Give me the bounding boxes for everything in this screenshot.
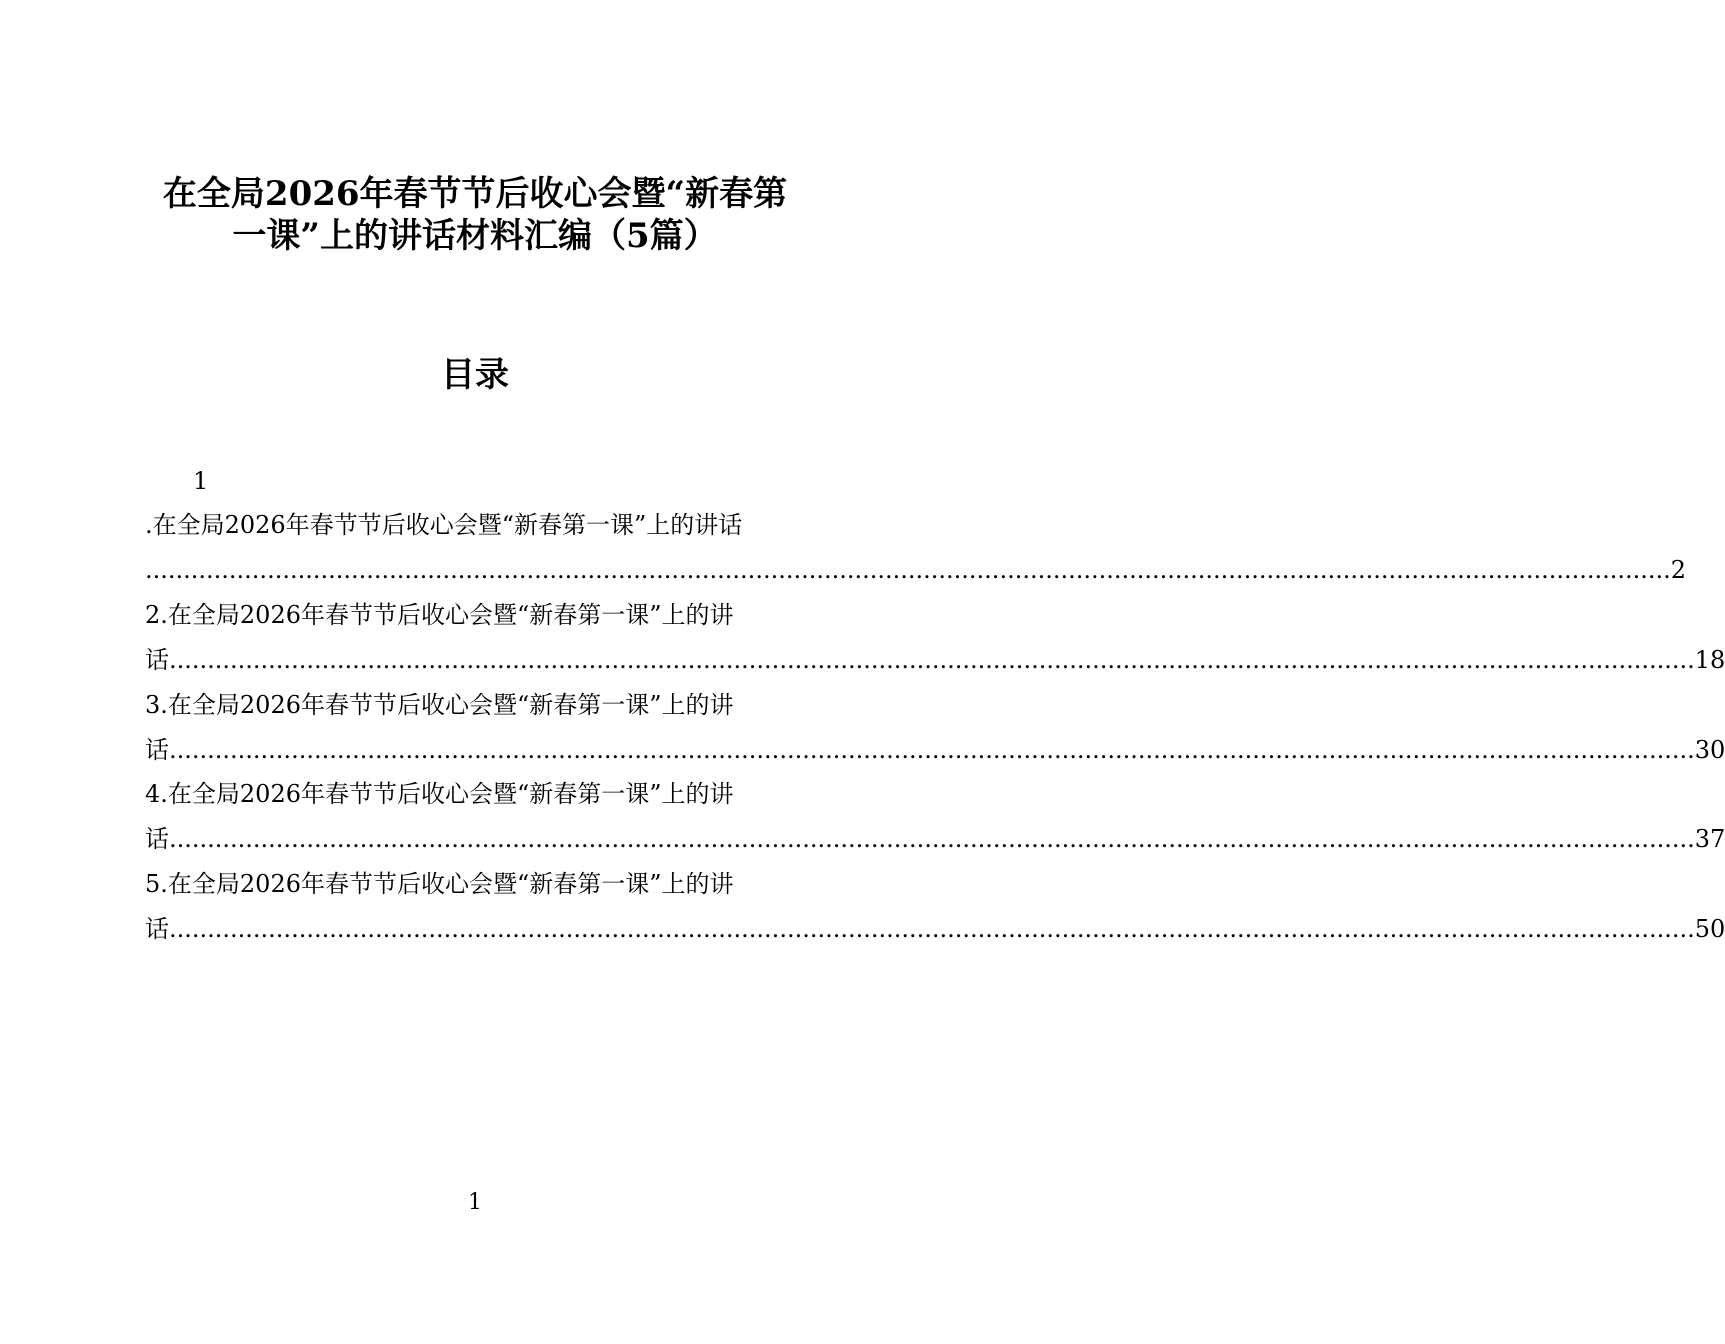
dot-leader: ........................................................................................................................................................................................................ [169,825,1695,853]
document-title-line-2: 一课”上的讲话材料汇编（5篇） [232,216,718,256]
page-number: 1 [468,1190,482,1215]
toc-heading: 目录 [441,355,509,395]
toc-entry-3-title[interactable] [145,690,806,720]
dot-leader: ........................................................................................................................................................................................................ [145,556,1671,584]
toc-entry-1-leader[interactable] [145,555,1687,585]
toc-entry-5-page: 50 [1694,915,1725,943]
toc-entry-3-text-cont: 话 [145,736,169,764]
toc-entry-5-text-cont: 话 [145,915,169,943]
toc-entry-5-text: 在全局2026年春节节后收心会暨“新春第一课”上的讲 [167,870,734,898]
toc-entry-2-page: 18 [1694,646,1725,674]
dot-leader: ........................................................................................................................................................................................................ [169,915,1695,943]
toc-entry-1-page: 2 [1670,556,1687,584]
toc-entry-5-leader[interactable] [145,914,1725,944]
toc-entry-4-text-cont: 话 [145,825,169,853]
toc-entry-1-number: 1 [193,467,209,495]
toc-entry-2-number: 2. [145,601,168,629]
toc-entry-3-number: 3. [145,691,168,719]
toc-entry-5-number: 5. [145,870,168,898]
toc-entry-5-title[interactable] [145,869,806,899]
toc-entry-2-text-cont: 话 [145,646,169,674]
toc-entry-4-page: 37 [1694,825,1725,853]
document-title-line-1: 在全局2026年春节节后收心会暨“新春第 [162,174,788,214]
toc-entry-4-title[interactable] [145,779,806,809]
dot-leader: ........................................................................................................................................................................................................ [169,736,1695,764]
toc-entry-4-number: 4. [145,780,168,808]
toc-entry-1-title[interactable]: .在全局2026年春节节后收心会暨“新春第一课”上的讲话 [145,511,743,539]
toc-entry-2-text: 在全局2026年春节节后收心会暨“新春第一课”上的讲 [167,601,734,629]
toc-entry-4-leader[interactable] [145,824,1725,854]
dot-leader: ........................................................................................................................................................................................................ [169,646,1695,674]
toc-entry-2-leader[interactable] [145,645,1725,675]
toc-entry-3-page: 30 [1694,736,1725,764]
toc-entry-3-leader[interactable] [145,735,1725,765]
toc-entry-3-text: 在全局2026年春节节后收心会暨“新春第一课”上的讲 [167,691,734,719]
toc-entry-2-title[interactable] [145,600,806,630]
toc-entry-4-text: 在全局2026年春节节后收心会暨“新春第一课”上的讲 [167,780,734,808]
